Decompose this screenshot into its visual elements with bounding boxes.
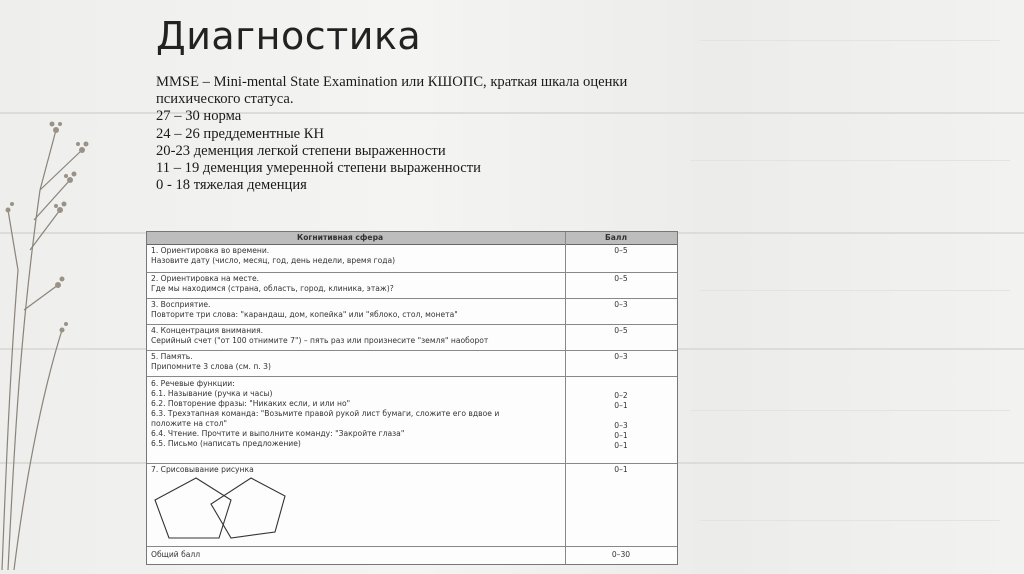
row-text: положите на стол": [151, 419, 228, 428]
row-score: 0–1: [614, 465, 628, 474]
row-text: 6.5. Письмо (написать предложение): [151, 439, 301, 448]
row-score: 0–1: [614, 441, 628, 450]
table-row: [147, 245, 677, 273]
table-row: [147, 351, 677, 377]
table-row: [147, 377, 677, 464]
intersecting-pentagons-figure: [151, 476, 291, 542]
row-text: Общий балл: [151, 550, 201, 559]
row-text: 6.2. Повторение фразы: "Никаких если, и или но": [151, 399, 351, 408]
row-score: 0–30: [611, 550, 631, 559]
table-row: [147, 464, 677, 547]
table-row-total: [147, 547, 677, 563]
row-score: 0–2: [614, 391, 628, 400]
row-score: [567, 411, 675, 421]
body-line: 27 – 30 норма: [156, 108, 242, 125]
table-row: [147, 325, 677, 351]
row-score: 0–3: [614, 352, 628, 361]
row-score: 0–1: [614, 401, 628, 410]
body-line: 0 - 18 тяжелая деменция: [156, 177, 307, 194]
row-score: 0–5: [614, 326, 628, 335]
table-row: [147, 273, 677, 299]
row-text: 6. Речевые функции:: [151, 379, 235, 388]
body-line: психического статуса.: [156, 91, 294, 108]
row-score: 0–1: [614, 431, 628, 440]
body-line: MMSE – Mini-mental State Examination или КШОПС, краткая шкала оценки: [156, 74, 628, 90]
table-row: [147, 299, 677, 325]
row-text: 4. Концентрация внимания.: [151, 326, 264, 335]
row-text: Припомните 3 слова (см. п. 3): [151, 362, 271, 371]
body-line: 11 – 19 деменция умеренной степени выраженности: [156, 160, 481, 177]
row-text: 6.3. Трехэтапная команда: "Возьмите правой рукой лист бумаги, сложите его вдвое и: [151, 409, 500, 418]
column-divider: [565, 232, 566, 564]
row-text: 7. Срисовывание рисунка: [151, 465, 254, 474]
header-cognitive-sphere: Когнитивная сфера: [297, 233, 384, 242]
row-score: 0–5: [614, 274, 628, 283]
row-text: Назовите дату (число, месяц, год, день недели, время года): [151, 256, 396, 265]
mmse-table: [146, 231, 678, 565]
row-text: Серийный счет ("от 100 отнимите 7") – пять раз или произнесите "земля" наоборот: [151, 336, 489, 345]
table-header: [147, 232, 677, 245]
slide-title: Диагностика: [156, 14, 422, 58]
body-line: 24 – 26 преддементные КН: [156, 125, 325, 142]
slide-body-text: [156, 74, 716, 194]
row-text: Где мы находимся (страна, область, город, клиника, этаж)?: [151, 284, 394, 293]
row-text: 1. Ориентировка во времени.: [151, 246, 270, 255]
row-score: 0–3: [614, 421, 628, 430]
row-score: 0–5: [614, 246, 628, 255]
row-text: 2. Ориентировка на месте.: [151, 274, 260, 283]
body-line: 20-23 деменция легкой степени выраженности: [156, 142, 446, 159]
dried-plant-decoration: [0, 70, 110, 570]
row-score: 0–3: [614, 300, 628, 309]
row-text: 6.4. Чтение. Прочтите и выполните команду: "Закройте глаза": [151, 429, 405, 438]
row-text: 5. Память.: [151, 352, 193, 361]
row-text: Повторите три слова: "карандаш, дом, копейка" или "яблоко, стол, монета": [151, 310, 458, 319]
row-text: 3. Восприятие.: [151, 300, 211, 309]
row-text: 6.1. Называние (ручка и часы): [151, 389, 273, 398]
header-score: Балл: [605, 233, 628, 242]
